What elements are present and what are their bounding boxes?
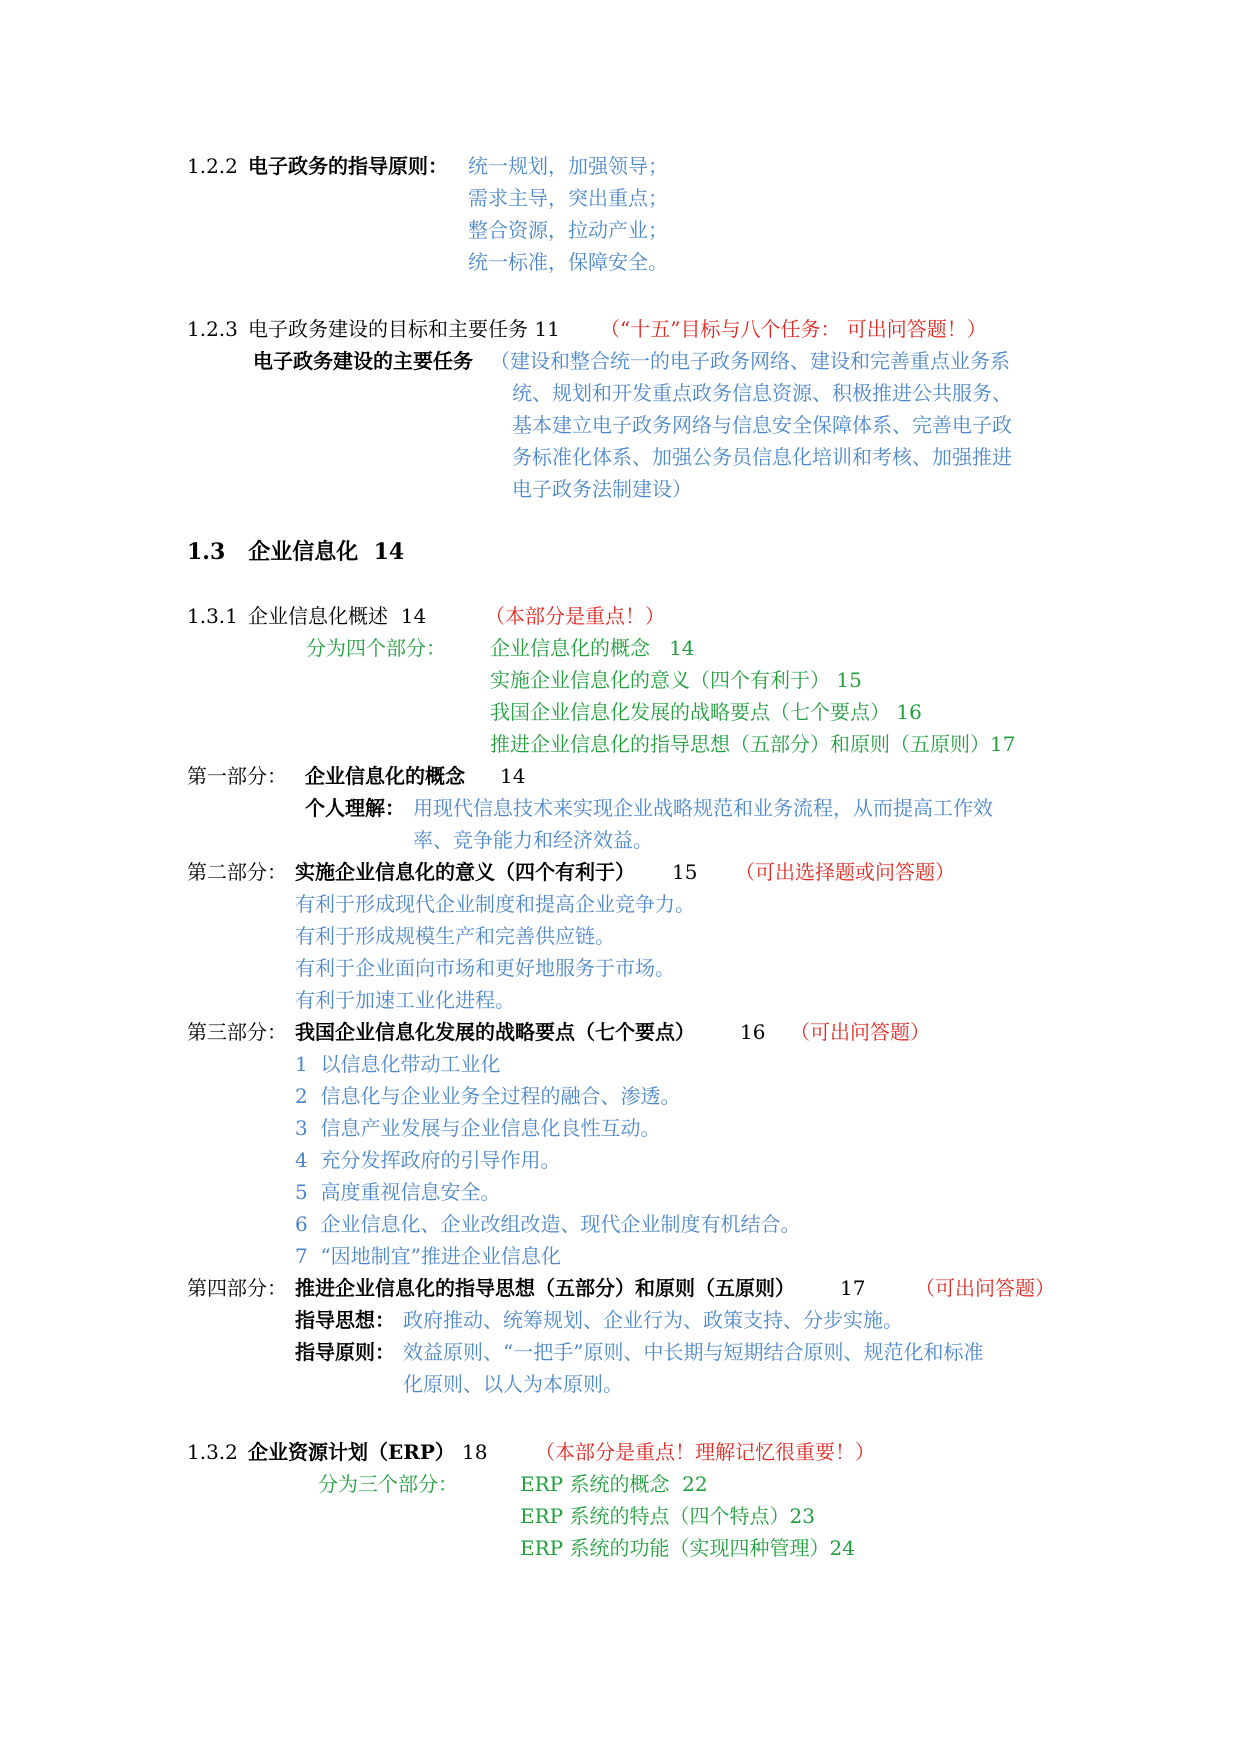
exam-note: （可出问答题）: [915, 1276, 1055, 1300]
benefit-item: 有利于企业面向市场和更好地服务于市场。: [295, 956, 675, 980]
part-label: 第三部分：: [187, 1020, 287, 1044]
benefit-item: 有利于形成规模生产和完善供应链。: [295, 924, 615, 948]
tasks-line: 统、规划和开发重点政务信息资源、积极推进公共服务、: [512, 381, 1012, 405]
erp-part: ERP 系统的概念 22: [520, 1472, 708, 1496]
tasks-line: 务标准化体系、加强公务员信息化培训和考核、加强推进: [512, 445, 1012, 469]
part-page: 14: [500, 764, 526, 788]
ideas-text: 政府推动、统筹规划、企业行为、政策支持、分步实施。: [403, 1308, 903, 1332]
strategy-item: 4 充分发挥政府的引导作用。: [295, 1148, 561, 1172]
principle-line: 需求主导，突出重点；: [468, 186, 668, 210]
part-item: 企业信息化的概念 14: [490, 636, 695, 660]
part-title: 推进企业信息化的指导思想（五部分）和原则（五原则）: [295, 1276, 795, 1300]
strategy-item: 2 信息化与企业业务全过程的融合、渗透。: [295, 1084, 681, 1108]
section-page: 18: [462, 1440, 488, 1464]
principles-line: 化原则、以人为本原则。: [403, 1372, 623, 1396]
divide-label: 分为四个部分：: [306, 636, 446, 660]
section-title: 企业资源计划（ERP）: [248, 1440, 455, 1464]
part-page: 15: [672, 860, 698, 884]
section-number: 1.2.2: [187, 154, 238, 178]
tasks-line: 电子政务法制建设）: [512, 477, 692, 501]
principle-line: 统一标准，保障安全。: [468, 250, 668, 274]
exam-note: （本部分是重点！理解记忆很重要！）: [535, 1440, 875, 1464]
strategy-item: 5 高度重视信息安全。: [295, 1180, 501, 1204]
section-number: 1.2.3: [187, 317, 238, 341]
ideas-label: 指导思想：: [295, 1308, 395, 1332]
part-page: 17: [840, 1276, 866, 1300]
chapter-heading: 1.3 企业信息化 14: [187, 539, 405, 565]
strategy-item: 1 以信息化带动工业化: [295, 1052, 501, 1076]
tasks-label: 电子政务建设的主要任务: [253, 349, 473, 373]
part-label: 第二部分：: [187, 860, 287, 884]
section-number: 1.3.2: [187, 1440, 238, 1464]
understanding-line: 用现代信息技术来实现企业战略规范和业务流程，从而提高工作效: [413, 796, 993, 820]
section-title: 企业信息化概述 14: [248, 604, 427, 628]
part-item: 推进企业信息化的指导思想（五部分）和原则（五原则）17: [490, 732, 1016, 756]
part-label: 第四部分：: [187, 1276, 287, 1300]
part-item: 我国企业信息化发展的战略要点（七个要点） 16: [490, 700, 922, 724]
part-page: 16: [740, 1020, 766, 1044]
understanding-line: 率、竞争能力和经济效益。: [413, 828, 653, 852]
strategy-item: 7 “因地制宜”推进企业信息化: [295, 1244, 561, 1268]
part-item: 实施企业信息化的意义（四个有利于） 15: [490, 668, 862, 692]
section-title: 电子政务的指导原则：: [248, 154, 448, 178]
part-title: 实施企业信息化的意义（四个有利于）: [295, 860, 635, 884]
tasks-line: （建设和整合统一的电子政务网络、建设和完善重点业务系: [490, 349, 1010, 373]
exam-note: （可出选择题或问答题）: [735, 860, 955, 884]
benefit-item: 有利于加速工业化进程。: [295, 988, 515, 1012]
principle-line: 统一规划，加强领导；: [468, 154, 668, 178]
section-title: 电子政务建设的目标和主要任务 11: [248, 317, 560, 341]
part-title: 我国企业信息化发展的战略要点（七个要点）: [295, 1020, 695, 1044]
erp-part: ERP 系统的功能（实现四种管理）24: [520, 1536, 855, 1560]
divide-label: 分为三个部分：: [318, 1472, 458, 1496]
understanding-label: 个人理解：: [305, 796, 405, 820]
principles-line: 效益原则、“一把手”原则、中长期与短期结合原则、规范化和标准: [403, 1340, 984, 1364]
exam-note: （本部分是重点！）: [485, 604, 665, 628]
strategy-item: 3 信息产业发展与企业信息化良性互动。: [295, 1116, 661, 1140]
erp-part: ERP 系统的特点（四个特点）23: [520, 1504, 815, 1528]
benefit-item: 有利于形成现代企业制度和提高企业竞争力。: [295, 892, 695, 916]
strategy-item: 6 企业信息化、企业改组改造、现代企业制度有机结合。: [295, 1212, 801, 1236]
section-number: 1.3.1: [187, 604, 238, 628]
part-title: 企业信息化的概念: [305, 764, 465, 788]
tasks-line: 基本建立电子政务网络与信息安全保障体系、完善电子政: [512, 413, 1012, 437]
part-label: 第一部分：: [187, 764, 287, 788]
principle-line: 整合资源，拉动产业；: [468, 218, 668, 242]
principles-label: 指导原则：: [295, 1340, 395, 1364]
exam-note: （可出问答题）: [790, 1020, 930, 1044]
exam-note: （“十五”目标与八个任务： 可出问答题！）: [600, 317, 987, 341]
